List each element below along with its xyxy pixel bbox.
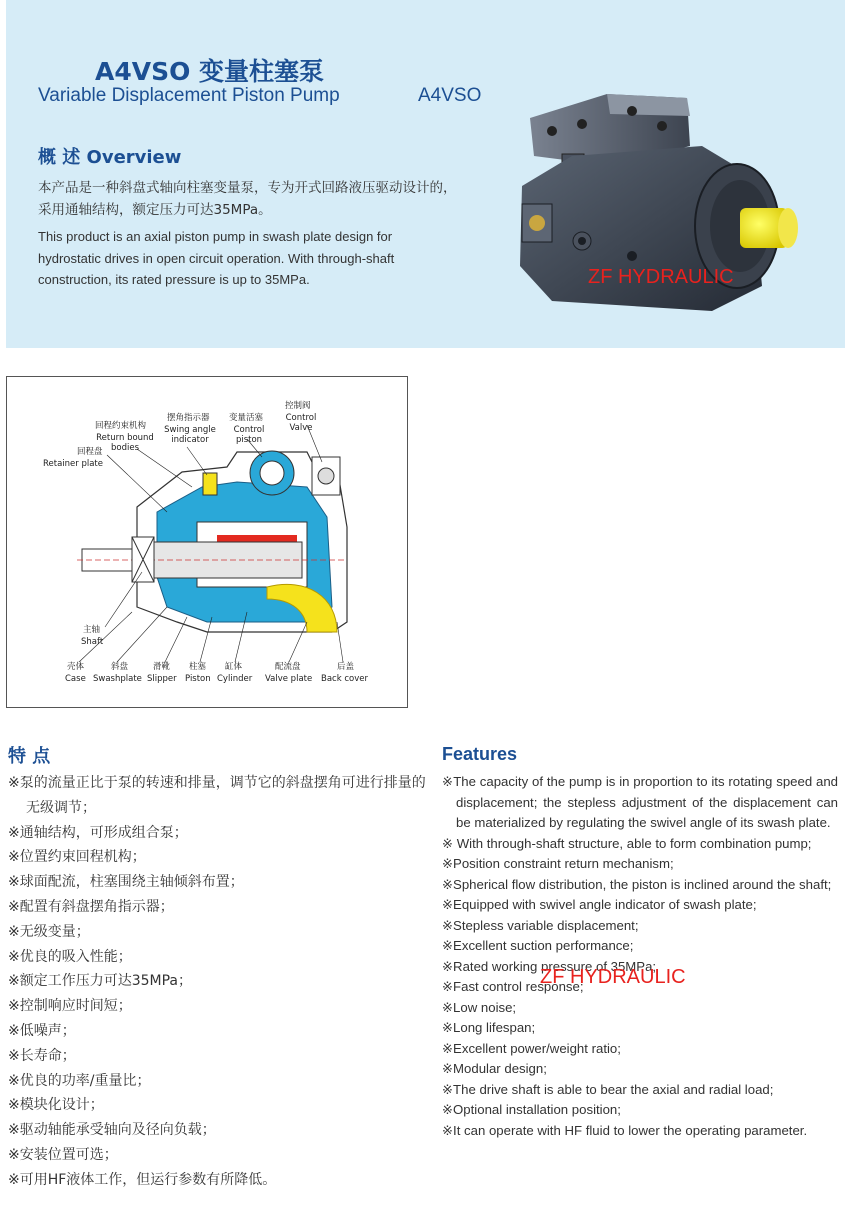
list-item: ※可用HF液体工作，但运行参数有所降低。 [8,1171,277,1188]
list-item: ※The drive shaft is able to bear the axial and radial load; [442,1081,774,1097]
features-en-list [442,772,838,1141]
list-item: ※The capacity of the pump is in proportion to its rotating speed and displacement; the stepless adjustment of the displacement can be materialized by regulating the swivel angle of its swash plate. [442,774,838,830]
label-shaft-en: Shaft [81,637,104,647]
label-retainer-en: Retainer plate [43,459,103,469]
label-back-cover-en: Back cover [321,674,368,684]
list-item: ※Equipped with swivel angle indicator of swash plate; [442,897,757,912]
cross-section-diagram [6,376,408,708]
label-return-bound-en: Return bound bodies [96,433,154,453]
list-item: ※泵的流量正比于泵的转速和排量，调节它的斜盘摆角可进行排量的无级调节； [8,775,426,816]
label-slipper-cn: 滑靴 [153,662,171,672]
features-cn-list [8,771,428,1193]
list-item: ※额定工作压力可达35MPa； [8,973,193,990]
label-control-valve-en: Control Valve [285,413,317,433]
label-case-en: Case [65,674,86,684]
label-swashplate-en: Swashplate [93,674,142,684]
label-control-piston-cn: 变量活塞 [229,413,264,423]
page-title: A4VSO 变量柱塞泵 [95,57,325,86]
list-item: ※低噪声； [8,1022,76,1039]
list-item: ※通轴结构，可形成组合泵； [8,824,188,841]
list-item: ※Stepless variable displacement; [442,917,639,933]
features-watermark: ZF HYDRAULIC [540,966,686,988]
list-item: ※Low noise; [442,999,517,1015]
label-slipper-en: Slipper [147,674,177,684]
list-item: ※驱动轴能承受轴向及径向负载； [8,1122,216,1139]
list-item: ※模块化设计； [8,1097,104,1114]
overview-heading: 概 述 Overview [38,147,182,168]
list-item: ※优良的功率/重量比； [8,1072,151,1089]
list-item: ※Spherical flow distribution, the piston is inclined around the shaft; [442,876,832,892]
label-retainer-cn: 回程盘 [77,447,103,457]
list-item: ※长寿命； [8,1047,76,1064]
list-item: ※Modular design; [442,1061,547,1076]
list-item: ※控制响应时间短； [8,998,132,1015]
label-cylinder-cn: 缸体 [225,662,243,672]
label-control-valve-cn: 控制阀 [285,401,311,411]
list-item: ※Optional installation position; [442,1102,621,1117]
label-swashplate-cn: 斜盘 [111,662,129,672]
label-case-cn: 壳体 [67,662,85,672]
label-valve-plate-cn: 配流盘 [275,662,301,672]
list-item: ※Position constraint return mechanism; [442,856,674,871]
label-swing-indicator-cn: 摆角指示器 [167,413,210,423]
label-back-cover-cn: 后盖 [337,662,355,672]
list-item: ※位置约束回程机构； [8,849,146,866]
list-item: ※球面配流，柱塞围绕主轴倾斜布置； [8,874,244,891]
label-control-piston-en: Control piston [233,425,265,445]
list-item: ※Fast control response; [442,979,584,994]
label-cylinder-en: Cylinder [217,674,253,684]
features-cn-heading: 特 点 [8,746,51,767]
list-item: ※Excellent suction performance; [442,938,634,953]
list-item: ※安装位置可选； [8,1146,118,1163]
label-piston-en: Piston [185,674,211,684]
photo-watermark: ZF HYDRAULIC [588,266,734,288]
label-return-bound-cn: 回程约束机构 [95,421,147,431]
list-item: ※It can operate with HF fluid to lower the operating parameter. [442,1122,808,1138]
list-item: ※Long lifespan; [442,1020,536,1035]
list-item: ※配置有斜盘摆角指示器； [8,898,174,915]
page-subtitle: Variable Displacement Piston Pump [38,85,340,106]
list-item: ※Rated working pressure of 35MPa; [442,958,657,974]
label-shaft-cn: 主轴 [83,625,101,635]
overview-text-cn: 本产品是一种斜盘式轴向柱塞变量泵，专为开式回路液压驱动设计的，采用通轴结构，额定压力可达35MPa。 [38,180,457,218]
label-piston-cn: 柱塞 [189,662,207,672]
list-item: ※无级变量； [8,923,90,940]
model-label: A4VSO [418,85,482,106]
list-item: ※Excellent power/weight ratio; [442,1040,621,1056]
label-valve-plate-en: Valve plate [265,674,313,684]
list-item: ※ With through-shaft structure, able to form combination pump; [442,835,812,851]
overview-text-en: This product is an axial piston pump in swash plate design for hydrostatic drives in open circuit operation. With through-shaft construction, its rated pressure is up to 35MPa. [38,229,395,287]
features-en-heading: Features [442,744,518,764]
label-swing-indicator-en: Swing angle indicator [164,425,216,445]
list-item: ※优良的吸入性能； [8,948,132,965]
